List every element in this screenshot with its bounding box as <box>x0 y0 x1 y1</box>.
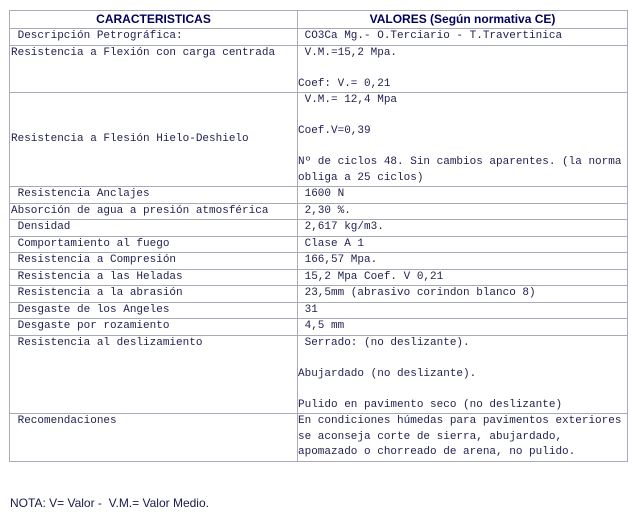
table-row <box>10 335 628 414</box>
row-value: CO3Ca Mg.- O.Terciario - T.Travertinica <box>298 29 628 46</box>
table-row <box>10 302 628 319</box>
header-values: VALORES (Según normativa CE) <box>298 11 628 29</box>
row-label: Absorción de agua a presión atmosférica <box>10 203 298 220</box>
footnote: NOTA: V= Valor - V.M.= Valor Medio. <box>10 496 209 510</box>
row-label: Resistencia a Compresión <box>10 253 298 270</box>
row-label: Resistencia a Flesión Hielo-Deshielo <box>10 93 298 187</box>
row-label: Resistencia a las Heladas <box>10 269 298 286</box>
table-row <box>10 93 628 187</box>
row-label: Resistencia a la abrasión <box>10 286 298 303</box>
table-row <box>10 45 628 93</box>
table-row <box>10 286 628 303</box>
row-label: Resistencia a Flexión con carga centrada <box>10 45 298 93</box>
table-row <box>10 319 628 336</box>
row-value: V.M.=15,2 Mpa. Coef: V.= 0,21 <box>298 45 628 93</box>
table-row <box>10 414 628 462</box>
row-value: Serrado: (no deslizante). Abujardado (no deslizante). Pulido en pavimento seco (no deslizante) <box>298 335 628 414</box>
row-value: Clase A 1 <box>298 236 628 253</box>
row-value: En condiciones húmedas para pavimentos exteriores se aconseja corte de sierra, abujardado, apomazado o chorreado de arena, no pulido. <box>298 414 628 462</box>
row-label: Resistencia al deslizamiento <box>10 335 298 414</box>
table-row <box>10 29 628 46</box>
row-label: Resistencia Anclajes <box>10 187 298 204</box>
row-label: Densidad <box>10 220 298 237</box>
characteristics-table <box>9 10 628 462</box>
row-value: 23,5mm (abrasivo corindon blanco 8) <box>298 286 628 303</box>
row-label: Desgaste por rozamiento <box>10 319 298 336</box>
table-row <box>10 203 628 220</box>
row-label: Recomendaciones <box>10 414 298 462</box>
row-value: 2,617 kg/m3. <box>298 220 628 237</box>
row-value: 2,30 %. <box>298 203 628 220</box>
row-value: 15,2 Mpa Coef. V 0,21 <box>298 269 628 286</box>
table-row <box>10 253 628 270</box>
table-header-row <box>10 11 628 29</box>
header-characteristics: CARACTERISTICAS <box>10 11 298 29</box>
table-row <box>10 220 628 237</box>
row-label: Descripción Petrográfica: <box>10 29 298 46</box>
row-value: 31 <box>298 302 628 319</box>
row-value: 1600 N <box>298 187 628 204</box>
row-label: Desgaste de los Angeles <box>10 302 298 319</box>
row-value: 4,5 mm <box>298 319 628 336</box>
row-value: V.M.= 12,4 Mpa Coef.V=0,39 Nº de ciclos 48. Sin cambios aparentes. (la norma obliga a 25 ciclos) <box>298 93 628 187</box>
table-row <box>10 236 628 253</box>
table-row <box>10 187 628 204</box>
row-label: Comportamiento al fuego <box>10 236 298 253</box>
row-value: 166,57 Mpa. <box>298 253 628 270</box>
table-row <box>10 269 628 286</box>
